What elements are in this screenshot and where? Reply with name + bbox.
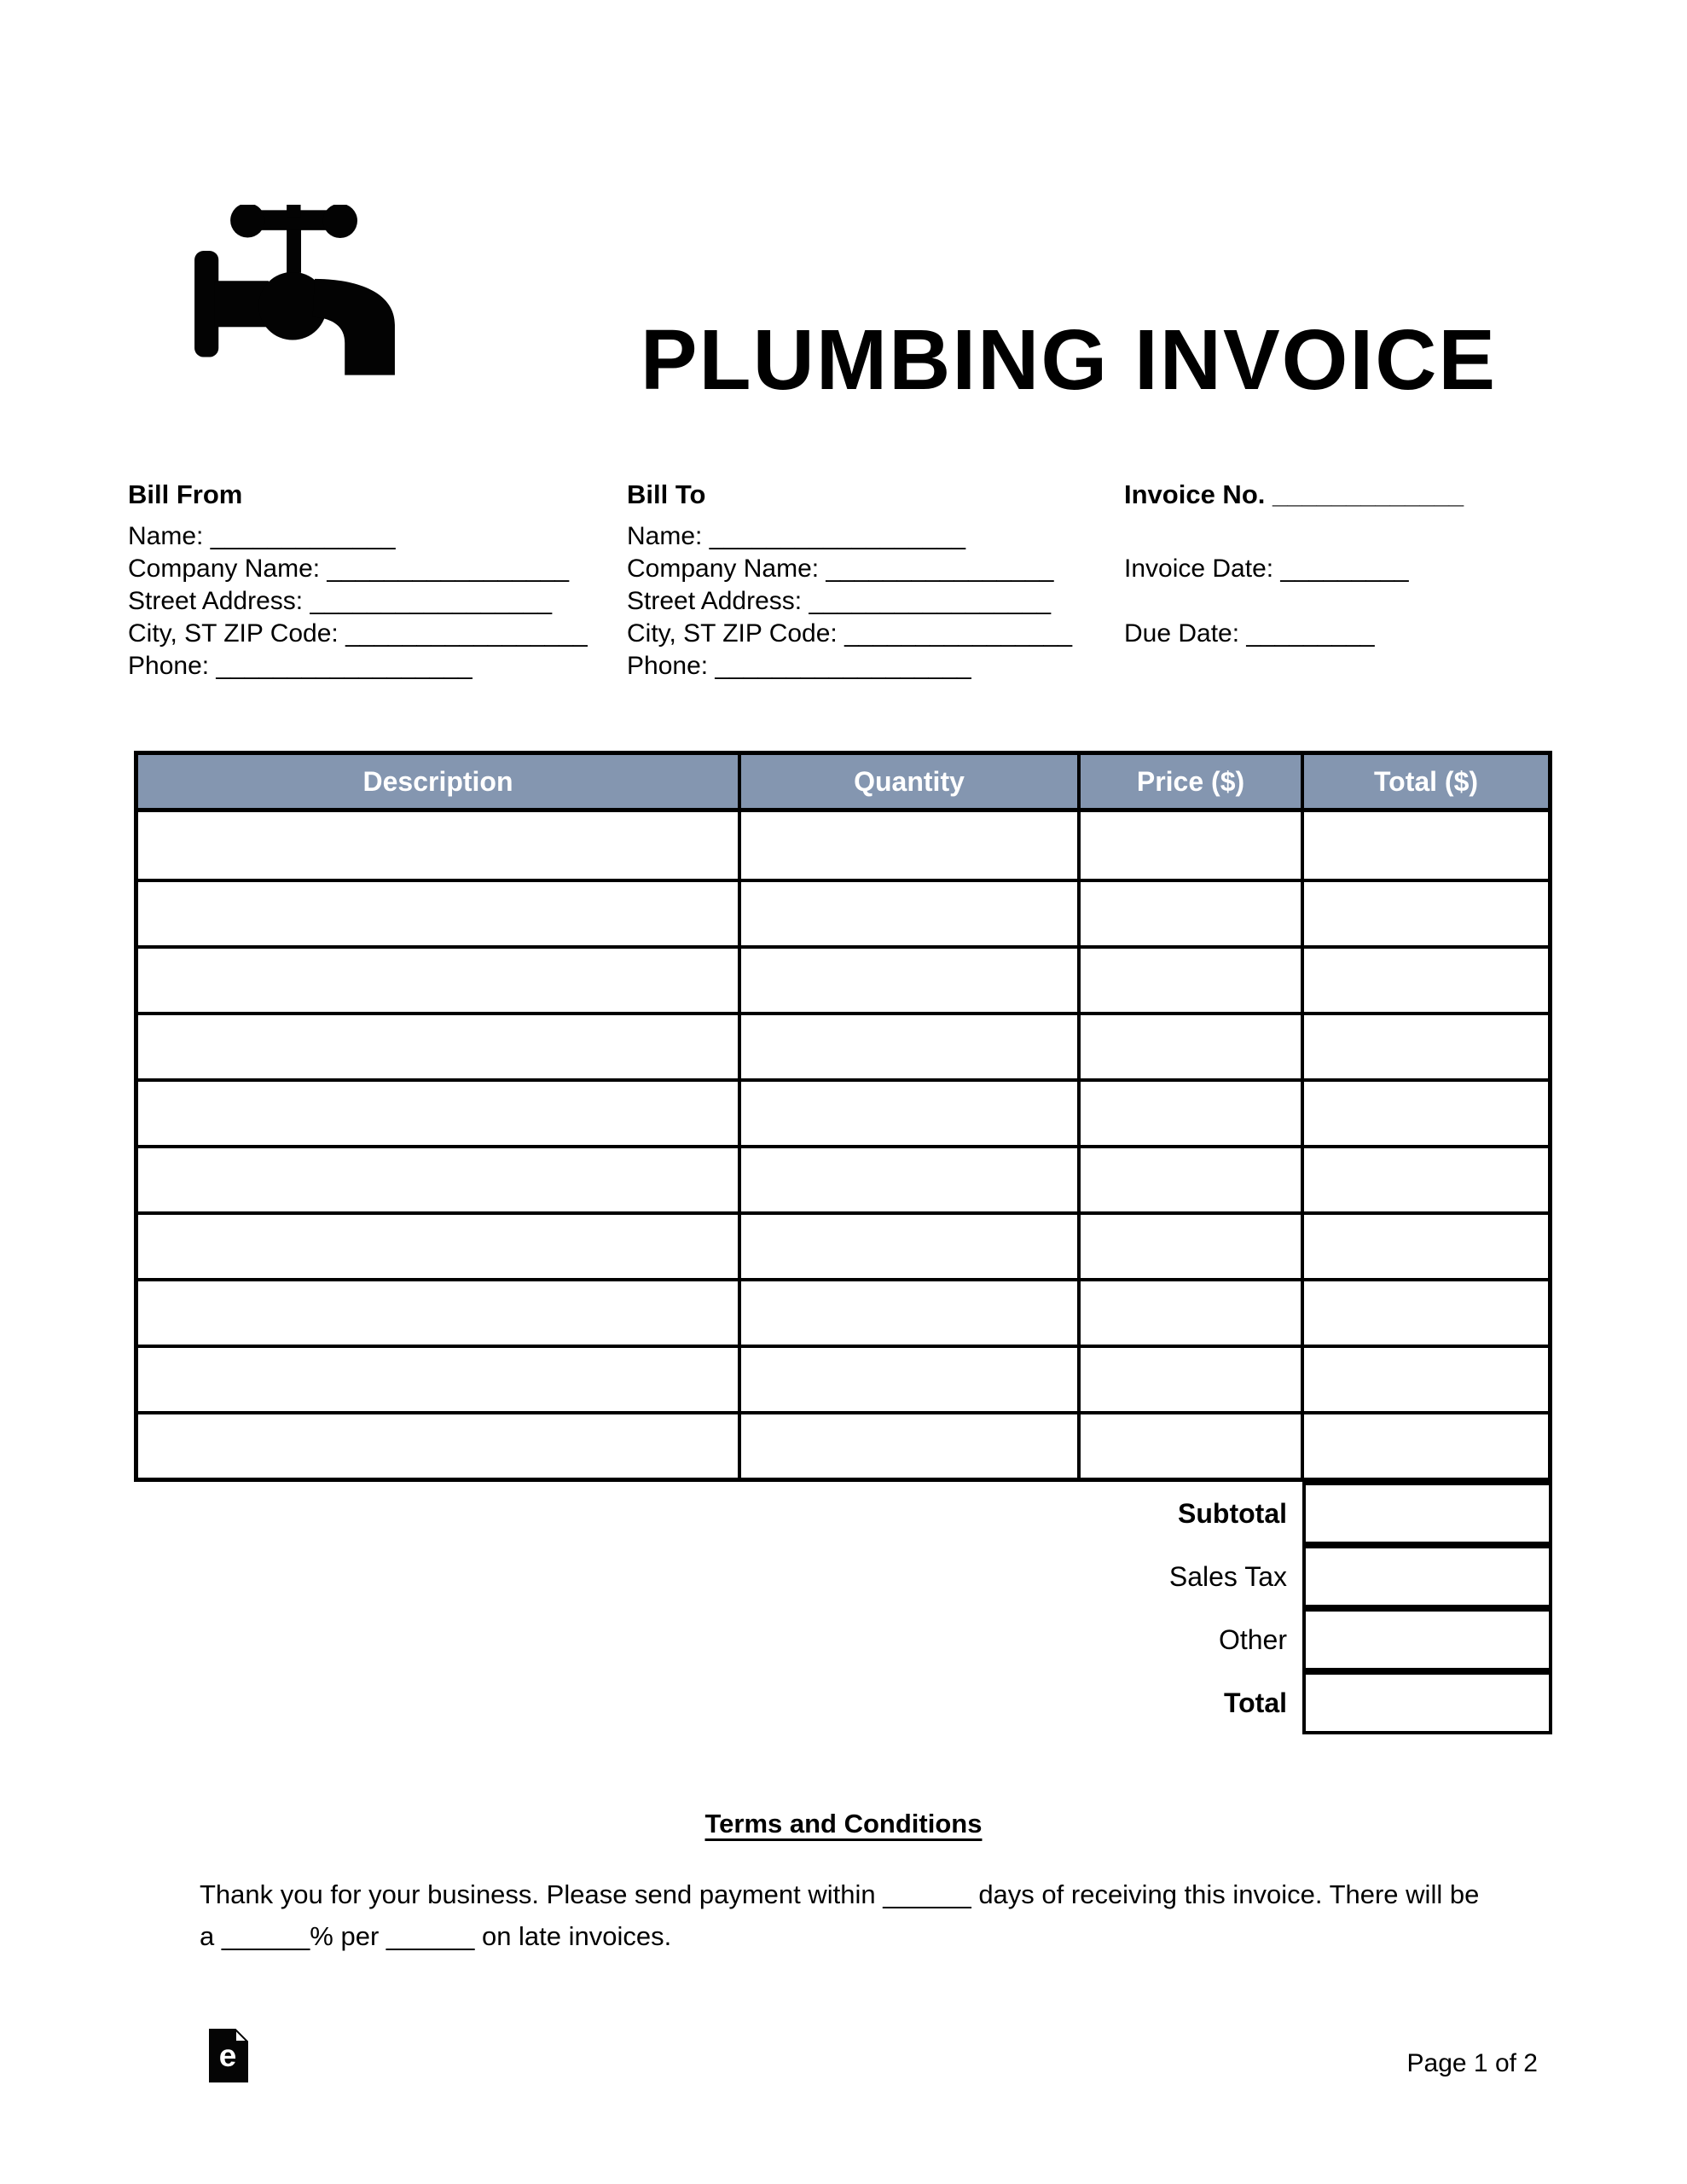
table-cell[interactable]	[138, 1082, 738, 1145]
table-cell[interactable]	[1301, 1215, 1548, 1278]
table-cell[interactable]	[138, 1348, 738, 1411]
faucet-icon	[194, 205, 395, 377]
invoice-date-line: Invoice Date: _________	[1124, 555, 1409, 583]
table-cell[interactable]	[138, 812, 738, 879]
table-cell[interactable]	[1301, 1015, 1548, 1078]
table-row	[138, 1145, 1548, 1211]
bill-from-street: Street Address: _________________	[128, 587, 553, 615]
other-value-box[interactable]	[1302, 1608, 1552, 1671]
sales-tax-value-box[interactable]	[1302, 1545, 1552, 1608]
bill-from-section	[128, 478, 588, 682]
eforms-logo-icon	[209, 2029, 248, 2082]
bill-from-city: City, ST ZIP Code: _________________	[128, 619, 588, 648]
column-header-quantity: Quantity	[738, 755, 1077, 808]
table-cell[interactable]	[738, 949, 1077, 1012]
table-cell[interactable]	[738, 1414, 1077, 1478]
table-cell[interactable]	[1301, 949, 1548, 1012]
table-cell[interactable]	[138, 1414, 738, 1478]
table-cell[interactable]	[738, 1348, 1077, 1411]
table-cell[interactable]	[1077, 1348, 1301, 1411]
table-cell[interactable]	[138, 1148, 738, 1211]
table-cell[interactable]	[738, 1215, 1077, 1278]
table-cell[interactable]	[1077, 812, 1301, 879]
table-row	[138, 1278, 1548, 1345]
total-label: Total	[1223, 1687, 1287, 1718]
table-cell[interactable]	[138, 949, 738, 1012]
table-cell[interactable]	[1077, 1414, 1301, 1478]
table-cell[interactable]	[1077, 1281, 1301, 1345]
table-cell[interactable]	[1301, 1281, 1548, 1345]
bill-from-name: Name: _____________	[128, 522, 396, 550]
bill-to-phone: Phone: __________________	[627, 652, 971, 680]
table-header-row	[138, 755, 1548, 812]
bill-to-heading: Bill To	[627, 479, 706, 509]
summary-row-total	[134, 1671, 1552, 1734]
terms-heading-text: Terms and Conditions	[704, 1809, 983, 1838]
invoice-table-body	[138, 812, 1548, 1478]
line-items-table	[134, 751, 1552, 1482]
due-date-line: Due Date: _________	[1124, 619, 1375, 648]
table-cell[interactable]	[138, 882, 738, 945]
table-row	[138, 1345, 1548, 1411]
column-header-total: Total ($)	[1301, 755, 1548, 808]
table-cell[interactable]	[1077, 1148, 1301, 1211]
subtotal-value-box[interactable]	[1302, 1482, 1552, 1545]
invoice-number-line: Invoice No. _____________	[1124, 479, 1464, 509]
bill-to-city: City, ST ZIP Code: ________________	[627, 619, 1073, 648]
page-number: Page 1 of 2	[1406, 2049, 1538, 2077]
table-row	[138, 945, 1548, 1012]
table-row	[138, 1012, 1548, 1078]
table-cell[interactable]	[1077, 882, 1301, 945]
eforms-logo-letter: e	[218, 2038, 237, 2073]
table-row	[138, 1078, 1548, 1145]
table-cell[interactable]	[738, 812, 1077, 879]
table-cell[interactable]	[138, 1281, 738, 1345]
table-cell[interactable]	[1077, 949, 1301, 1012]
table-cell[interactable]	[1301, 882, 1548, 945]
table-cell[interactable]	[1301, 1348, 1548, 1411]
table-cell[interactable]	[138, 1215, 738, 1278]
bill-from-company: Company Name: _________________	[128, 555, 570, 583]
sales-tax-label: Sales Tax	[1168, 1560, 1287, 1592]
summary-row-other	[134, 1608, 1552, 1671]
bill-from-phone: Phone: __________________	[128, 652, 472, 680]
table-cell[interactable]	[1077, 1015, 1301, 1078]
table-row	[138, 1211, 1548, 1278]
bill-to-street: Street Address: _________________	[627, 587, 1052, 615]
table-cell[interactable]	[738, 1082, 1077, 1145]
table-cell[interactable]	[1301, 812, 1548, 879]
bill-to-name: Name: __________________	[627, 522, 966, 550]
table-cell[interactable]	[738, 1148, 1077, 1211]
bill-to-section	[627, 478, 1072, 682]
terms-heading	[0, 1807, 1687, 1841]
table-cell[interactable]	[738, 1281, 1077, 1345]
table-cell[interactable]	[1301, 1148, 1548, 1211]
subtotal-label: Subtotal	[1178, 1497, 1287, 1529]
table-row	[138, 879, 1548, 945]
bill-to-company: Company Name: ________________	[627, 555, 1054, 583]
column-header-description: Description	[362, 765, 513, 797]
summary-row-sales-tax	[134, 1545, 1552, 1608]
table-cell[interactable]	[738, 882, 1077, 945]
total-value-box[interactable]	[1302, 1671, 1552, 1734]
table-cell[interactable]	[1077, 1215, 1301, 1278]
bill-from-heading: Bill From	[128, 479, 243, 509]
table-cell[interactable]	[138, 1015, 738, 1078]
page-title: PLUMBING INVOICE	[640, 312, 1498, 408]
table-cell[interactable]	[1301, 1082, 1548, 1145]
table-row	[138, 1411, 1548, 1478]
summary-row-subtotal	[134, 1482, 1552, 1545]
invoice-meta-section	[1124, 478, 1464, 650]
column-header-price: Price ($)	[1077, 755, 1301, 808]
table-cell[interactable]	[1077, 1082, 1301, 1145]
other-label: Other	[1218, 1623, 1287, 1655]
terms-body: Thank you for your business. Please send payment within ______ days of receiving this invoice. There will be a ______% per ______ on late invoices.	[200, 1879, 1480, 1951]
table-cell[interactable]	[1301, 1414, 1548, 1478]
table-cell[interactable]	[738, 1015, 1077, 1078]
table-row	[138, 812, 1548, 879]
